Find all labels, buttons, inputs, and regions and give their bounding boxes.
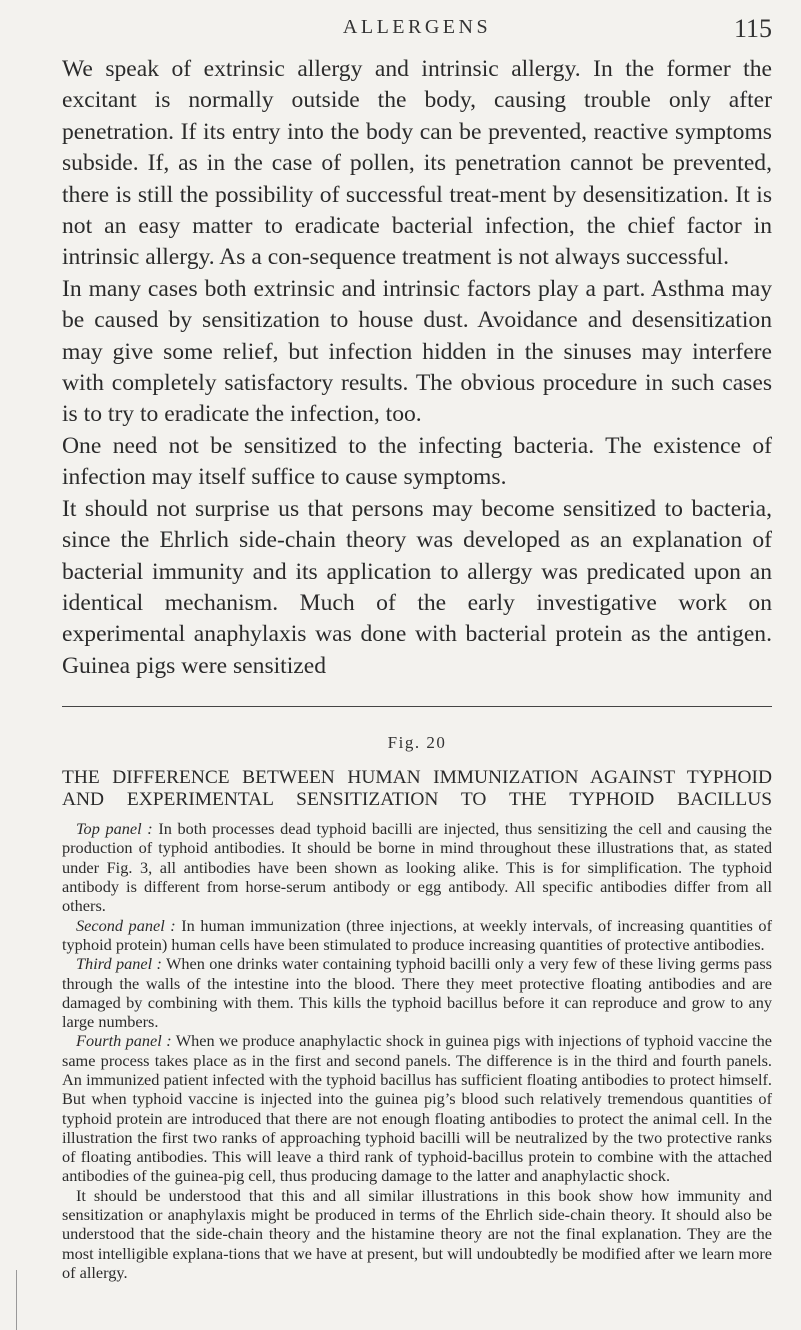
book-page — [62, 14, 772, 1282]
panel-label: Second panel : — [76, 915, 176, 935]
figure-title-line: AND EXPERIMENTAL SENSITIZATION TO THE TYPHOID BACILLUS — [62, 789, 772, 811]
caption-panel-fourth — [62, 1031, 772, 1185]
panel-label: Fourth panel : — [76, 1031, 172, 1051]
body-paragraph: In many cases both extrinsic and intrinsic factors play a part. Asthma may be caused by sensitization to house dust. Avoidance and desensitization may give some relief, but infection hidden in the sinuses may interfere with completely satisfactory results. The obvious procedure in such cases is to try to eradicate the infection, too. — [62, 275, 772, 428]
figure-title — [62, 767, 772, 811]
body-paragraph: It should not surprise us that persons may become sensitized to bacteria, since the Ehrlich side-chain theory was developed as an explanation of bacterial immunity and its application to allergy was predicated upon an identical mechanism. Much of the early investigative work on experimental anaphylaxis was done with bacterial protein as the antigen. Guinea pigs were sensitized — [62, 495, 772, 679]
panel-text: When we produce anaphylactic shock in guinea pigs with injections of typhoid vaccine the same process takes place as in the first and second panels. The difference is in the third and fourth panels. An immunized patient infected with the typhoid bacillus has sufficient floating antibodies to protect himself. But when typhoid vaccine is injected into the guinea pig’s blood such relatively tremendous quantities of typhoid protein are introduced that there are not enough floating antibodies to protect the animal cell. In the illustration the first two ranks of approaching typhoid bacilli will be neutralized by the two protective ranks of floating antibodies. This will leave a third rank of typhoid-bacillus protein to combine with the attached antibodies of the guinea-pig cell, thus producing damage to the latter and anaphylactic shock. — [62, 1031, 772, 1186]
figure-title-line: THE DIFFERENCE BETWEEN HUMAN IMMUNIZATION AGAINST TYPHOID — [62, 767, 772, 789]
caption-closing: It should be understood that this and all similar illustrations in this book show how immunity and sensitization or anaphylaxis might be produced in terms of the Ehrlich side-chain theory. It should also be understood that the side-chain theory and the histamine theory are not the final explanation. They are the most intelligible explana-tions that we have at present, but will undoubtedly be modified after we learn more of allergy. — [62, 1185, 772, 1282]
page-number: 115 — [733, 14, 772, 43]
caption-panel-third — [62, 954, 772, 1031]
panel-label: Top panel : — [76, 819, 153, 839]
body-paragraph: We speak of extrinsic allergy and intrinsic allergy. In the former the excitant is normally outside the body, causing trouble only after penetration. If its entry into the body can be prevented, reactive symptoms subside. If, as in the case of pollen, its penetration cannot be prevented, there is still the possibility of successful treat-ment by desensitization. It is not an easy matter to eradicate bacterial infection, the chief factor in intrinsic allergy. As a con-sequence treatment is not always successful. — [62, 56, 772, 271]
figure-caption — [62, 819, 772, 1282]
panel-text: When one drinks water containing typhoid bacilli only a very few of these living germs pass through the walls of the intestine into the blood. There they meet protective floating antibodies and are damaged by combining with them. This kills the typhoid bacillus before it can reproduce and grow to any large numbers. — [62, 954, 773, 1032]
panel-text: In human immunization (three injections, at weekly intervals, of increasing quantities of typhoid protein) human cells have been stimulated to produce increasing quantities of protective antibodies. — [62, 915, 772, 954]
running-head: ALLERGENS — [342, 16, 492, 38]
section-divider — [62, 706, 772, 707]
page-header — [62, 14, 772, 54]
body-paragraph: One need not be sensitized to the infecting bacteria. The existence of infection may itself suffice to cause symptoms. — [62, 432, 772, 491]
figure-label: Fig. 20 — [387, 733, 447, 753]
panel-text: In both processes dead typhoid bacilli are injected, thus sensitizing the cell and causing the production of typhoid antibodies. It should be borne in mind throughout these illustrations that, as stated under Fig. 3, all antibodies have been shown as looking alike. This is for simplification. The typhoid antibody is different from horse-serum antibody or egg antibody. All specific antibodies differ from all others. — [62, 819, 773, 916]
caption-panel-top — [62, 819, 772, 915]
body-text — [62, 54, 772, 682]
panel-label: Third panel : — [76, 954, 162, 974]
page-edge-mark — [16, 1270, 17, 1330]
caption-panel-second — [62, 916, 772, 955]
